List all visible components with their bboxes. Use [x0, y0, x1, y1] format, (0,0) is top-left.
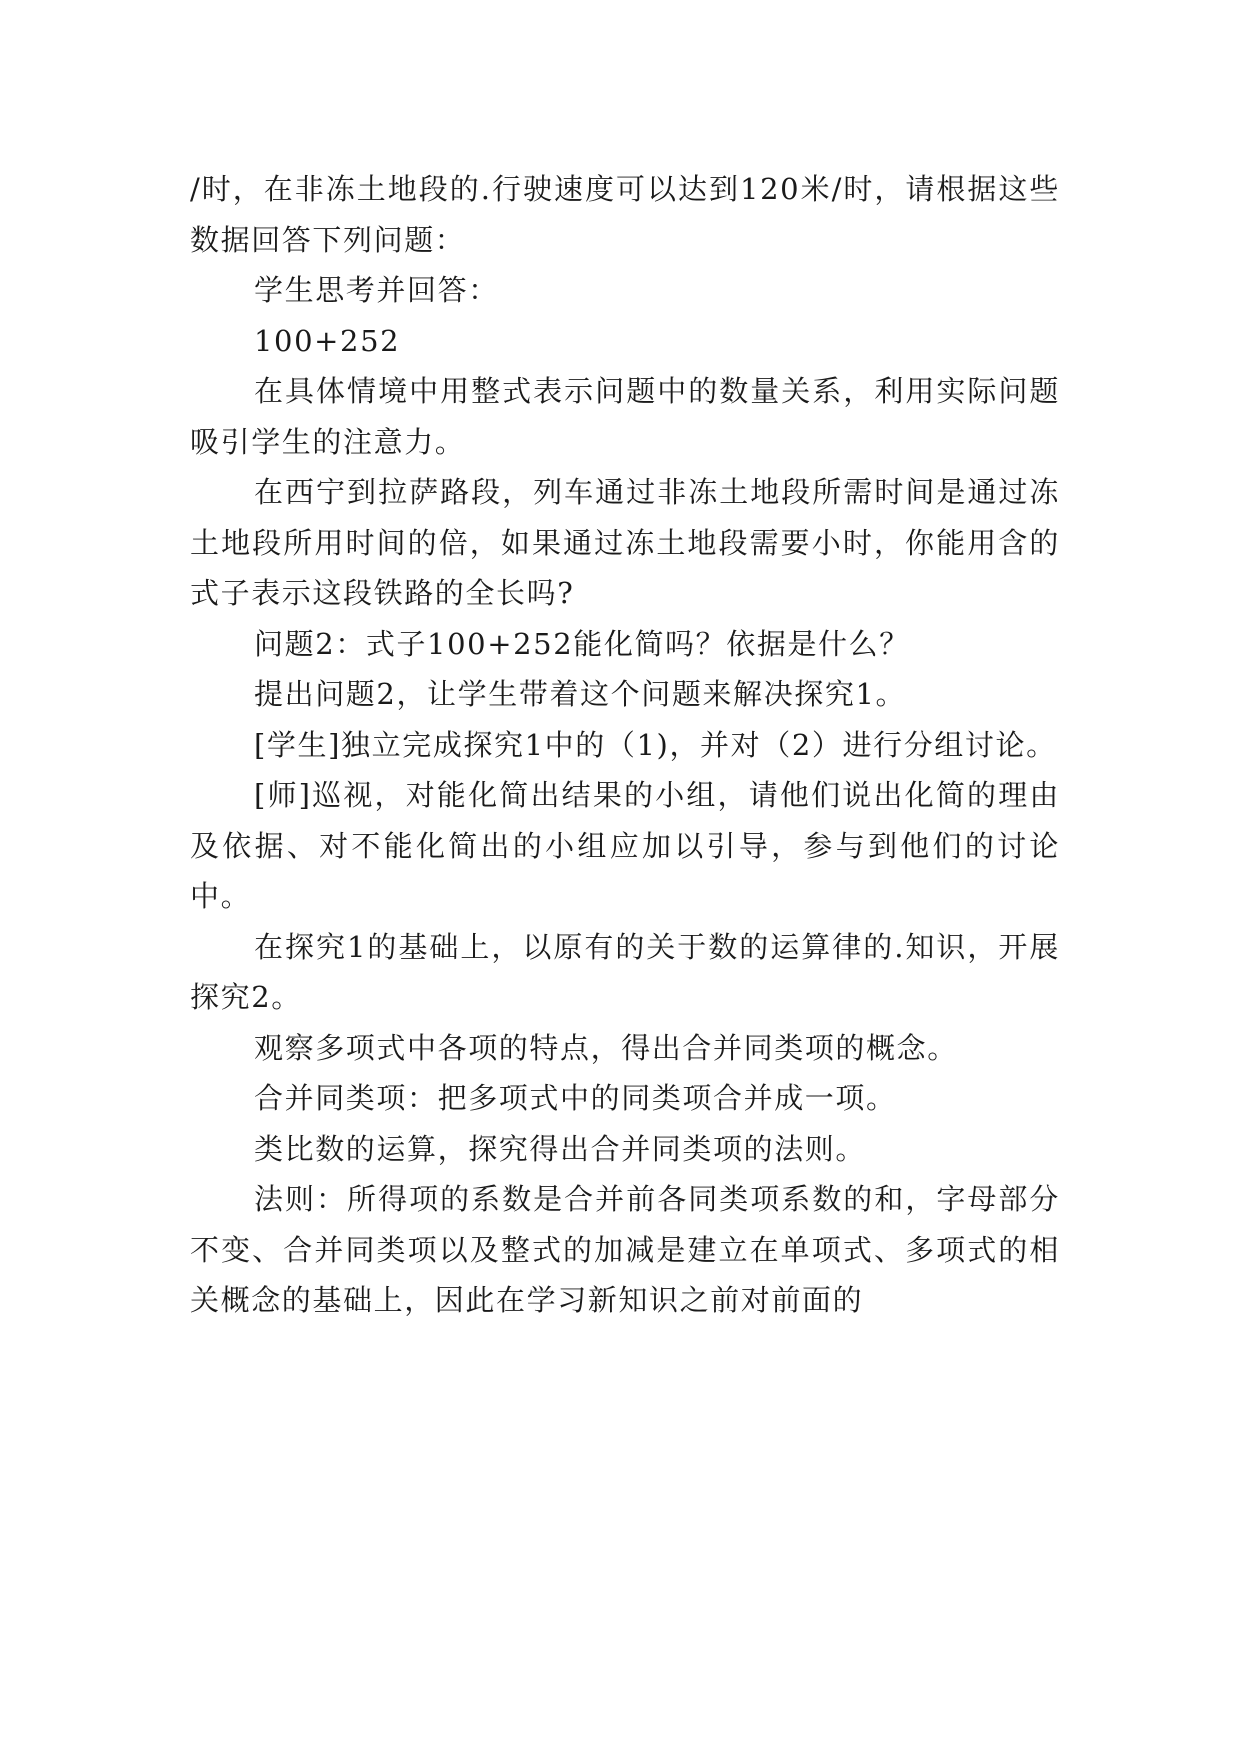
- paragraph-14: 法则：所得项的系数是合并前各同类项系数的和，字母部分不变、合并同类项以及整式的加减是建立在单项式、多项式的相关概念的基础上，因此在学习新知识之前对前面的: [190, 1182, 1060, 1317]
- paragraph-11: 观察多项式中各项的特点，得出合并同类项的概念。: [254, 1030, 958, 1065]
- paragraph-3: 100+252: [254, 323, 401, 358]
- paragraph-1: /时，在非冻土地段的.行驶速度可以达到120米/时，请根据这些数据回答下列问题：: [190, 172, 1060, 257]
- document-body: [190, 164, 1060, 1326]
- paragraph-12: 合并同类项：把多项式中的同类项合并成一项。: [254, 1081, 897, 1115]
- paragraph-9: [师]巡视，对能化简出结果的小组，请他们说出化简的理由及依据、对不能化简出的小组应加以引导，参与到他们的讨论中。: [190, 778, 1060, 913]
- paragraph-10: 在探究1的基础上，以原有的关于数的运算律的.知识，开展探究2。: [190, 929, 1060, 1014]
- paragraph-2: 学生思考并回答：: [254, 273, 499, 307]
- paragraph-13: 类比数的运算，探究得出合并同类项的法则。: [254, 1131, 867, 1166]
- paragraph-4: 在具体情境中用整式表示问题中的数量关系，利用实际问题吸引学生的注意力。: [190, 374, 1060, 459]
- paragraph-5: 在西宁到拉萨路段，列车通过非冻土地段所需时间是通过冻土地段所用时间的倍，如果通过冻土地段需要小时，你能用含的式子表示这段铁路的全长吗?: [190, 475, 1060, 610]
- paragraph-7: 提出问题2，让学生带着这个问题来解决探究1。: [254, 677, 907, 711]
- paragraph-6: 问题2：式子100+252能化简吗？依据是什么？: [254, 626, 910, 661]
- paragraph-8: [学生]独立完成探究1中的（1)，并对（2）进行分组讨论。: [254, 727, 1057, 762]
